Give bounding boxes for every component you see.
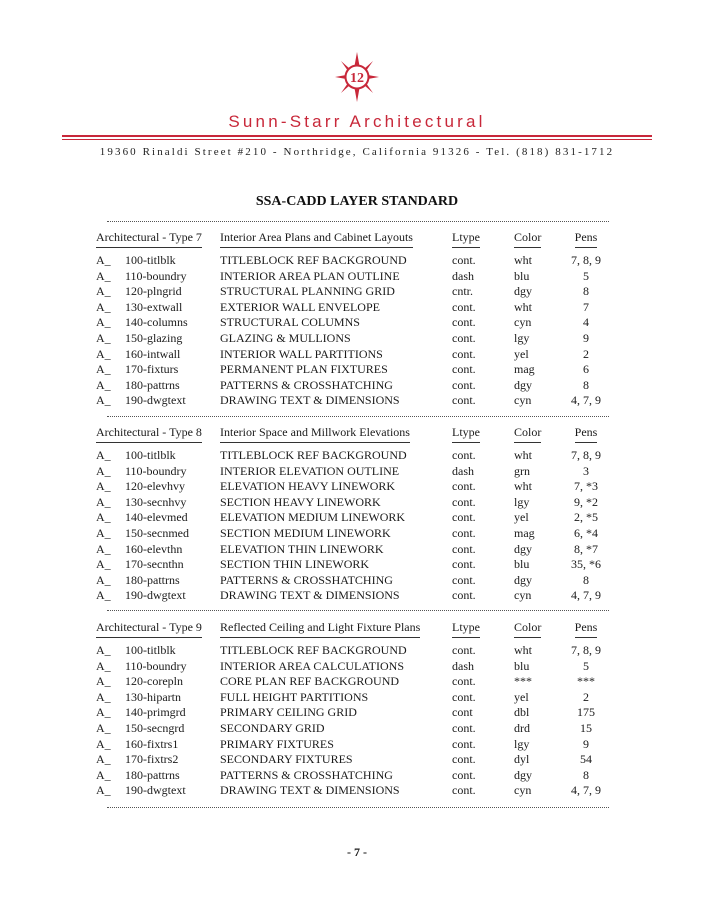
cell-color: dgy	[514, 377, 532, 392]
cell-pens: 5	[583, 268, 589, 283]
cell-ltype: cont.	[452, 331, 476, 345]
ltype-column-header: Ltype	[452, 230, 480, 248]
cell-a: A_	[96, 393, 111, 408]
cell-a: A_	[96, 736, 111, 751]
dotted-separator	[107, 416, 609, 417]
cell-desc: CORE PLAN REF BACKGROUND	[220, 674, 400, 689]
cell-pens: 35, *6	[571, 557, 601, 572]
header-rule-thin	[62, 139, 652, 140]
ltype-column-header: Ltype	[452, 425, 480, 443]
dotted-separator	[107, 610, 609, 611]
cell-a: A_	[96, 299, 111, 314]
cell-name: 170-secnthn	[125, 557, 184, 572]
table-row	[0, 526, 714, 541]
table-row	[0, 674, 714, 689]
table-row	[0, 659, 714, 674]
cell-a: A_	[96, 315, 111, 330]
cell-desc: SECONDARY FIXTURES	[220, 752, 353, 767]
cell-pens: 2	[583, 689, 589, 704]
cell-a: A_	[96, 346, 111, 361]
cell-ltype: cont.	[452, 299, 476, 314]
cell-pens: 8	[583, 572, 589, 587]
cell-pens: 7, *3	[574, 479, 598, 494]
cell-pens: 8	[583, 284, 589, 299]
cell-name: 160-elevthn	[125, 541, 183, 556]
cell-color: lgy	[514, 494, 530, 509]
cell-a: A_	[96, 721, 111, 735]
cell-pens: 54	[580, 752, 592, 767]
cell-desc: TITLEBLOCK REF BACKGROUND	[220, 643, 407, 657]
cell-color: yel	[514, 510, 529, 525]
table-row	[0, 588, 714, 603]
cell-name: 140-primgrd	[125, 705, 186, 720]
color-column-header: Color	[514, 620, 541, 638]
cell-pens: 4, 7, 9	[571, 588, 601, 603]
cell-a: A_	[96, 268, 111, 283]
color-column-header: Color	[514, 230, 541, 248]
cell-name: 110-boundry	[125, 268, 187, 283]
cell-ltype: cont.	[452, 674, 476, 689]
cell-color: dgy	[514, 541, 532, 556]
cell-color: blu	[514, 268, 530, 283]
cell-pens: 7, 8, 9	[571, 253, 601, 267]
cell-name: 170-fixturs	[125, 362, 179, 377]
table-row	[0, 542, 714, 557]
cell-a: A_	[96, 284, 111, 299]
cell-color: dgy	[514, 284, 532, 299]
table-row	[0, 284, 714, 299]
cell-ltype: cont.	[452, 643, 476, 657]
pens-column-header: Pens	[575, 425, 598, 443]
table-row	[0, 315, 714, 330]
table-row	[0, 752, 714, 767]
cell-desc: INTERIOR AREA PLAN OUTLINE	[220, 268, 400, 283]
cell-desc: SECTION MEDIUM LINEWORK	[220, 526, 391, 540]
dotted-separator	[107, 807, 609, 808]
cell-name: 150-secnmed	[125, 526, 189, 540]
cell-desc: INTERIOR WALL PARTITIONS	[220, 346, 383, 361]
cell-a: A_	[96, 510, 111, 525]
cell-pens: 8	[583, 767, 589, 782]
cell-ltype: cont.	[452, 526, 476, 540]
cell-name: 140-elevmed	[125, 510, 188, 525]
cell-a: A_	[96, 689, 111, 704]
cell-desc: ELEVATION MEDIUM LINEWORK	[220, 510, 406, 525]
cell-ltype: cont.	[452, 448, 476, 462]
cell-ltype: cont.	[452, 541, 476, 556]
cell-a: A_	[96, 572, 111, 587]
cell-pens: 2, *5	[574, 510, 598, 525]
cell-name: 180-pattrns	[125, 767, 180, 782]
cell-ltype: cont.	[452, 393, 476, 408]
cell-ltype: cont	[452, 705, 473, 720]
cell-pens: 6	[583, 362, 589, 377]
cell-ltype: cont.	[452, 736, 476, 751]
cell-name: 100-titlblk	[125, 643, 176, 657]
cell-ltype: dash	[452, 268, 474, 283]
cell-desc: SECONDARY GRID	[220, 721, 325, 735]
cell-pens: 5	[583, 658, 589, 673]
cell-color: mag	[514, 362, 535, 377]
table-row	[0, 269, 714, 284]
cell-color: wht	[514, 253, 532, 267]
cell-pens: 7, 8, 9	[571, 448, 601, 462]
cell-color: drd	[514, 721, 530, 735]
cell-name: 160-fixtrs1	[125, 736, 179, 751]
cell-color: wht	[514, 643, 532, 657]
cell-ltype: cont.	[452, 362, 476, 377]
cell-name: 130-secnhvy	[125, 494, 187, 509]
cell-desc: EXTERIOR WALL ENVELOPE	[220, 299, 380, 314]
cell-pens: 2	[583, 346, 589, 361]
cell-pens: 15	[580, 721, 592, 735]
cell-name: 180-pattrns	[125, 377, 180, 392]
cell-ltype: cont.	[452, 253, 476, 267]
table-row	[0, 331, 714, 346]
cell-desc: PERMANENT PLAN FIXTURES	[220, 362, 388, 377]
cell-name: 110-boundry	[125, 658, 187, 673]
cell-pens: 7, 8, 9	[571, 643, 601, 657]
cell-a: A_	[96, 448, 111, 462]
cell-color: wht	[514, 299, 532, 314]
cell-desc: FULL HEIGHT PARTITIONS	[220, 689, 369, 704]
cell-desc: INTERIOR ELEVATION OUTLINE	[220, 463, 400, 478]
cell-name: 100-titlblk	[125, 448, 176, 462]
cell-pens: 9, *2	[574, 494, 598, 509]
table-row	[0, 300, 714, 315]
cell-name: 150-glazing	[125, 331, 183, 345]
table-row	[0, 573, 714, 588]
cell-ltype: cont.	[452, 783, 476, 798]
table-row	[0, 768, 714, 783]
cell-pens: 4	[583, 315, 589, 330]
cell-a: A_	[96, 588, 111, 603]
cell-color: dyl	[514, 752, 530, 767]
company-logo	[335, 52, 379, 102]
table-row	[0, 464, 714, 479]
cell-a: A_	[96, 767, 111, 782]
cell-desc: SECTION HEAVY LINEWORK	[220, 494, 381, 509]
cell-a: A_	[96, 253, 111, 267]
cell-desc: PATTERNS & CROSSHATCHING	[220, 767, 393, 782]
cell-color: cyn	[514, 588, 532, 603]
cell-pens: 175	[577, 705, 595, 720]
cell-desc: SECTION THIN LINEWORK	[220, 557, 370, 572]
cell-a: A_	[96, 783, 111, 798]
cell-color: grn	[514, 463, 530, 478]
cell-pens: ***	[577, 674, 595, 689]
cell-pens: 8	[583, 377, 589, 392]
table-row	[0, 448, 714, 463]
logo-emblem-icon	[335, 52, 379, 102]
table-row	[0, 347, 714, 362]
cell-desc: TITLEBLOCK REF BACKGROUND	[220, 253, 407, 267]
logo-text: 12	[350, 71, 364, 86]
cell-ltype: cntr.	[452, 284, 473, 299]
header-rule	[62, 135, 652, 137]
cell-color: lgy	[514, 331, 530, 345]
cell-ltype: cont.	[452, 479, 476, 494]
cell-ltype: dash	[452, 463, 474, 478]
cell-desc: STRUCTURAL COLUMNS	[220, 315, 360, 330]
cell-name: 140-columns	[125, 315, 188, 330]
cell-color: blu	[514, 658, 530, 673]
cell-color: dbl	[514, 705, 530, 720]
cell-a: A_	[96, 674, 111, 689]
cell-desc: TITLEBLOCK REF BACKGROUND	[220, 448, 407, 462]
cell-name: 100-titlblk	[125, 253, 176, 267]
cell-pens: 8, *7	[574, 541, 598, 556]
cell-ltype: cont.	[452, 494, 476, 509]
section-type-heading: Architectural - Type 9	[96, 620, 202, 638]
cell-a: A_	[96, 752, 111, 767]
table-row	[0, 253, 714, 268]
company-address: 19360 Rinaldi Street #210 - Northridge, California 91326 - Tel. (818) 831-1712	[99, 146, 615, 158]
table-row	[0, 690, 714, 705]
cell-color: yel	[514, 346, 529, 361]
pens-column-header: Pens	[575, 620, 598, 638]
cell-name: 130-extwall	[125, 299, 183, 314]
cell-ltype: cont.	[452, 721, 476, 735]
cell-name: 190-dwgtext	[125, 588, 186, 603]
cell-a: A_	[96, 463, 111, 478]
pens-column-header: Pens	[575, 230, 598, 248]
cell-name: 150-secngrd	[125, 721, 185, 735]
cell-a: A_	[96, 557, 111, 572]
cell-desc: ELEVATION THIN LINEWORK	[220, 541, 384, 556]
cell-ltype: cont.	[452, 377, 476, 392]
cell-a: A_	[96, 377, 111, 392]
cell-desc: ELEVATION HEAVY LINEWORK	[220, 479, 396, 494]
cell-name: 170-fixtrs2	[125, 752, 179, 767]
cell-color: blu	[514, 557, 530, 572]
table-row	[0, 705, 714, 720]
section-type-heading: Architectural - Type 8	[96, 425, 202, 443]
cell-ltype: dash	[452, 658, 474, 673]
cell-color: wht	[514, 448, 532, 462]
cell-ltype: cont.	[452, 346, 476, 361]
cell-a: A_	[96, 494, 111, 509]
cell-name: 120-plngrid	[125, 284, 182, 299]
table-row	[0, 479, 714, 494]
cell-a: A_	[96, 479, 111, 494]
cell-a: A_	[96, 526, 111, 540]
cell-desc: DRAWING TEXT & DIMENSIONS	[220, 783, 400, 798]
cell-ltype: cont.	[452, 767, 476, 782]
section-type-heading: Architectural - Type 7	[96, 230, 202, 248]
cell-name: 110-boundry	[125, 463, 187, 478]
table-row	[0, 643, 714, 658]
cell-pens: 4, 7, 9	[571, 393, 601, 408]
company-name: Sunn-Starr Architectural	[228, 112, 486, 131]
cell-ltype: cont.	[452, 510, 476, 525]
table-row	[0, 737, 714, 752]
cell-a: A_	[96, 362, 111, 377]
cell-color: yel	[514, 689, 529, 704]
table-row	[0, 393, 714, 408]
cell-pens: 4, 7, 9	[571, 783, 601, 798]
cell-pens: 7	[583, 299, 589, 314]
section-description-heading: Reflected Ceiling and Light Fixture Plans	[220, 620, 420, 638]
cell-desc: PATTERNS & CROSSHATCHING	[220, 572, 393, 587]
table-row	[0, 510, 714, 525]
cell-desc: PRIMARY FIXTURES	[220, 736, 334, 751]
cell-pens: 9	[583, 736, 589, 751]
cell-pens: 3	[583, 463, 589, 478]
table-row	[0, 721, 714, 736]
cell-desc: PRIMARY CEILING GRID	[220, 705, 357, 720]
cell-a: A_	[96, 541, 111, 556]
cell-color: dgy	[514, 767, 532, 782]
cell-color: cyn	[514, 393, 532, 408]
cell-a: A_	[96, 705, 111, 720]
cell-color: lgy	[514, 736, 530, 751]
cell-ltype: cont.	[452, 315, 476, 330]
cell-name: 190-dwgtext	[125, 393, 186, 408]
cell-color: mag	[514, 526, 535, 540]
cell-name: 120-elevhvy	[125, 479, 185, 494]
section-description-heading: Interior Area Plans and Cabinet Layouts	[220, 230, 413, 248]
page-number: - 7 -	[347, 845, 367, 859]
color-column-header: Color	[514, 425, 541, 443]
cell-pens: 9	[583, 331, 589, 345]
cell-desc: STRUCTURAL PLANNING GRID	[220, 284, 395, 299]
cell-name: 160-intwall	[125, 346, 181, 361]
cell-color: wht	[514, 479, 532, 494]
ltype-column-header: Ltype	[452, 620, 480, 638]
cell-ltype: cont.	[452, 557, 476, 572]
cell-a: A_	[96, 643, 111, 657]
cell-color: dgy	[514, 572, 532, 587]
cell-pens: 6, *4	[574, 526, 598, 540]
cell-ltype: cont.	[452, 572, 476, 587]
cell-ltype: cont.	[452, 689, 476, 704]
cell-color: cyn	[514, 315, 532, 330]
table-row	[0, 495, 714, 510]
cell-desc: DRAWING TEXT & DIMENSIONS	[220, 588, 400, 603]
cell-desc: INTERIOR AREA CALCULATIONS	[220, 658, 405, 673]
cell-name: 120-corepln	[125, 674, 183, 689]
cell-a: A_	[96, 658, 111, 673]
cell-ltype: cont.	[452, 752, 476, 767]
cell-color: cyn	[514, 783, 532, 798]
cell-a: A_	[96, 331, 111, 345]
cell-name: 180-pattrns	[125, 572, 180, 587]
table-row	[0, 557, 714, 572]
cell-color: ***	[514, 674, 532, 689]
dotted-separator	[107, 221, 609, 222]
table-row	[0, 362, 714, 377]
cell-name: 190-dwgtext	[125, 783, 186, 798]
cell-desc: GLAZING & MULLIONS	[220, 331, 351, 345]
cell-ltype: cont.	[452, 588, 476, 603]
section-description-heading: Interior Space and Millwork Elevations	[220, 425, 410, 443]
cell-desc: DRAWING TEXT & DIMENSIONS	[220, 393, 400, 408]
cell-desc: PATTERNS & CROSSHATCHING	[220, 377, 393, 392]
table-row	[0, 783, 714, 798]
cell-name: 130-hipartn	[125, 689, 181, 704]
document-title: SSA-CADD LAYER STANDARD	[255, 194, 459, 209]
table-row	[0, 378, 714, 393]
